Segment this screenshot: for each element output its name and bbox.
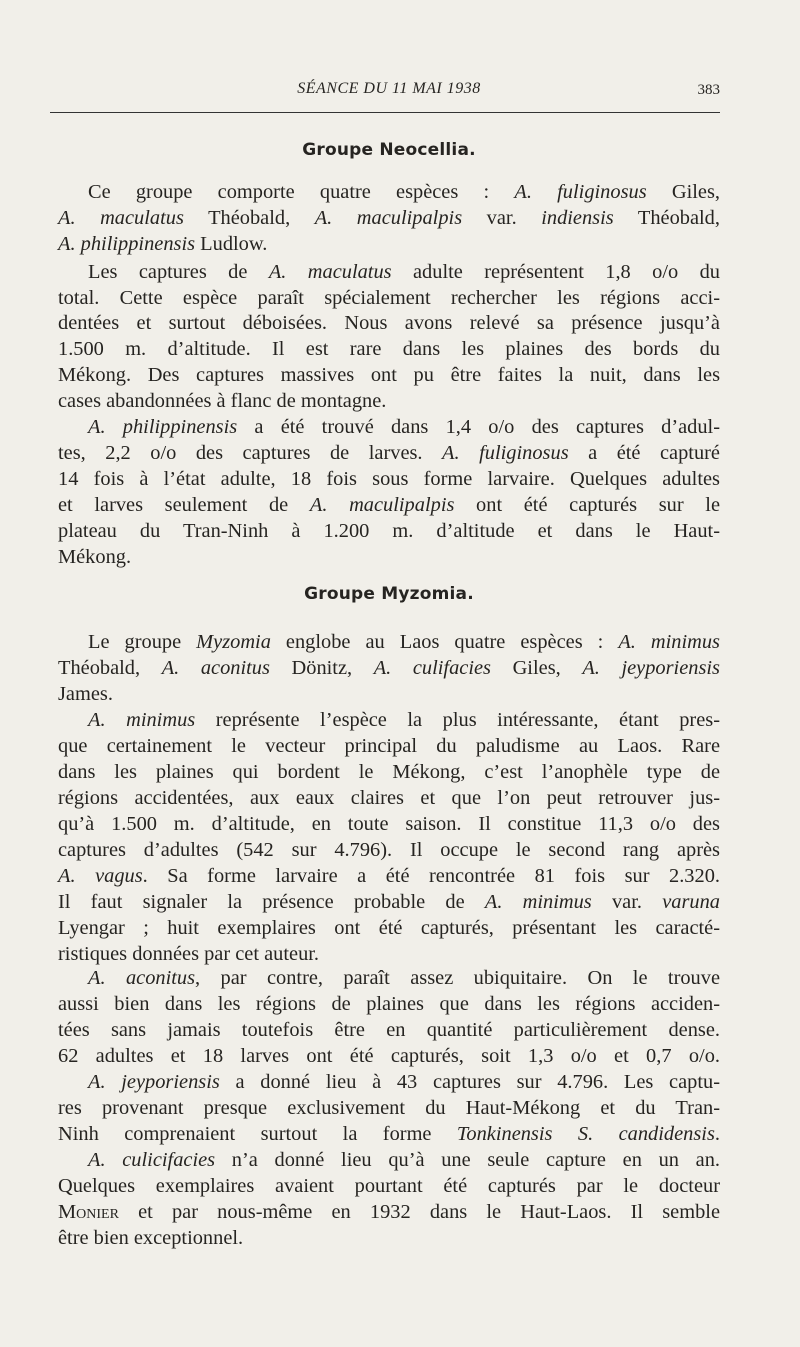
text-line — [58, 1200, 720, 1224]
text-segment: a été trouvé dans 1,4 o/o des captures d’adul- — [237, 416, 721, 438]
text-segment: représente l’espèce la plus intéressante, étant pres- — [195, 709, 720, 731]
italic-text: A. maculatus — [58, 207, 184, 229]
italic-text: A. aconitus — [161, 657, 270, 679]
text-segment: englobe au Laos quatre espèces : — [270, 631, 619, 653]
text-segment: être bien exceptionnel. — [58, 1227, 244, 1249]
text-line — [88, 1148, 720, 1172]
text-segment: adulte représentent 1,8 o/o du — [391, 261, 720, 283]
text-line — [58, 682, 720, 706]
text-segment: Le groupe — [88, 631, 197, 653]
text-line — [58, 1226, 720, 1250]
text-line — [58, 1018, 720, 1042]
italic-text: A. maculipalpis — [314, 207, 463, 229]
text-segment: plateau du Tran-Ninh à 1.200 m. d’altitude et dans le Haut- — [58, 520, 720, 542]
text-segment: Les captures de — [88, 261, 269, 283]
text-segment: var. — [591, 891, 663, 913]
text-segment: et par nous-même en 1932 dans le Haut-Laos. Il semble — [118, 1201, 720, 1223]
text-line — [58, 1044, 720, 1068]
italic-text: A. jeyporiensis — [582, 657, 720, 679]
text-segment: var. — [462, 207, 542, 229]
text-segment: a donné lieu à 43 captures sur 4.796. Les captu- — [219, 1071, 720, 1093]
text-line — [58, 838, 720, 862]
text-segment: Giles, — [491, 657, 583, 679]
text-segment: Quelques exemplaires avaient pourtant été capturés par le docteur — [58, 1175, 720, 1197]
text-line — [58, 812, 720, 836]
italic-text: indiensis — [541, 207, 614, 229]
text-line — [58, 760, 720, 784]
text-line — [58, 363, 720, 387]
italic-text: A. culifacies — [373, 657, 491, 679]
text-line — [58, 389, 720, 413]
header-rule — [50, 112, 720, 113]
text-line — [58, 467, 720, 491]
text-line — [58, 1174, 720, 1198]
text-segment: régions accidentées, aux eaux claires et que l’on peut retrouver jus- — [58, 787, 720, 809]
text-line — [58, 1096, 720, 1120]
text-segment: tes, 2,2 o/o des captures de larves. — [58, 442, 443, 464]
text-line — [88, 966, 720, 990]
text-line — [58, 656, 720, 680]
text-line — [58, 337, 720, 361]
section-heading: Groupe Myzomia. — [304, 584, 474, 604]
text-segment: captures d’adultes (542 sur 4.796). Il occupe le second rang après — [58, 839, 720, 861]
text-segment: Théobald, — [183, 207, 315, 229]
text-line — [58, 311, 720, 335]
text-line — [58, 232, 720, 256]
text-segment: , par contre, paraît assez ubiquitaire. On le trouve — [195, 967, 720, 989]
text-line — [88, 630, 720, 654]
italic-text: varuna — [662, 891, 720, 913]
text-segment: 1.500 m. d’altitude. Il est rare dans les plaines des bords du — [58, 338, 720, 360]
italic-text: A. maculatus — [268, 261, 392, 283]
text-line — [58, 786, 720, 810]
text-line — [58, 916, 720, 940]
text-segment: a été capturé — [568, 442, 720, 464]
text-segment: 62 adultes et 18 larves ont été capturés, soit 1,3 o/o et 0,7 o/o. — [58, 1045, 720, 1067]
running-header — [58, 80, 720, 108]
text-segment: tées sans jamais toutefois être en quantité particulièrement dense. — [58, 1019, 720, 1041]
text-line — [88, 180, 720, 204]
italic-text: A. fuliginosus — [514, 181, 647, 203]
text-line — [58, 206, 720, 230]
text-line — [58, 942, 720, 966]
text-segment: et larves seulement de — [58, 494, 310, 516]
text-segment: Monier — [58, 1201, 119, 1223]
text-segment: Lyengar ; huit exemplaires ont été capturés, présentant les caracté- — [58, 917, 720, 939]
text-segment: Théobald, — [613, 207, 720, 229]
text-line — [58, 992, 720, 1016]
running-title: SÉANCE DU 11 MAI 1938 — [297, 80, 481, 97]
text-line — [58, 286, 720, 310]
text-segment: dans les plaines qui bordent le Mékong, c’est l’anophèle type de — [58, 761, 720, 783]
italic-text: A. jeyporiensis — [88, 1071, 220, 1093]
italic-text: A. aconitus — [88, 967, 196, 989]
text-line — [58, 519, 720, 543]
text-segment: Théobald, — [58, 657, 162, 679]
text-segment: ristiques données par cet auteur. — [58, 943, 320, 965]
section-heading: Groupe Neocellia. — [302, 140, 476, 160]
text-segment: Giles, — [646, 181, 720, 203]
text-segment: . — [714, 1123, 720, 1145]
page-number: 383 — [697, 82, 720, 98]
text-segment: dentées et surtout déboisées. Nous avons relevé sa présence jusqu’à — [58, 312, 720, 334]
text-line — [58, 864, 720, 888]
text-line — [58, 545, 720, 569]
text-line — [58, 441, 720, 465]
text-segment: n’a donné lieu qu’à une seule capture en un an. — [215, 1149, 720, 1171]
text-segment: Il faut signaler la présence probable de — [58, 891, 485, 913]
text-line — [58, 734, 720, 758]
text-line — [58, 890, 720, 914]
italic-text: A. vagus — [58, 865, 143, 887]
text-segment: Ludlow. — [195, 233, 268, 255]
text-line — [88, 260, 720, 284]
text-segment: Ninh comprenaient surtout la forme — [58, 1123, 457, 1145]
text-segment: 14 fois à l’état adulte, 18 fois sous forme larvaire. Quelques adultes — [58, 468, 720, 490]
text-line — [88, 1070, 720, 1094]
text-segment: total. Cette espèce paraît spécialement rechercher les régions acci- — [58, 287, 720, 309]
text-segment: qu’à 1.500 m. d’altitude, en toute saison. Il constitue 11,3 o/o des — [58, 813, 720, 835]
text-segment: cases abandonnées à flanc de montagne. — [58, 390, 387, 412]
text-segment: aussi bien dans les régions de plaines que dans les régions acciden- — [58, 993, 720, 1015]
text-segment: James. — [58, 683, 113, 705]
text-line — [58, 1122, 720, 1146]
text-segment: res provenant presque exclusivement du Haut-Mékong et du Tran- — [58, 1097, 720, 1119]
text-segment: . Sa forme larvaire a été rencontrée 81 fois sur 2.320. — [142, 865, 720, 887]
italic-text: Myzomia — [196, 631, 271, 653]
text-segment: Ce groupe comporte quatre espèces : — [88, 181, 515, 203]
text-segment: Mékong. Des captures massives ont pu être faites la nuit, dans les — [58, 364, 720, 386]
text-segment: Mékong. — [58, 546, 132, 568]
italic-text: A. maculipalpis — [309, 494, 455, 516]
text-segment: que certainement le vecteur principal du paludisme au Laos. Rare — [58, 735, 720, 757]
text-segment: Dönitz, — [269, 657, 374, 679]
italic-text: A. minimus — [88, 709, 196, 731]
italic-text: Tonkinensis S. candidensis — [456, 1123, 715, 1145]
italic-text: A. fuliginosus — [442, 442, 569, 464]
italic-text: A. minimus — [484, 891, 592, 913]
text-line — [88, 415, 720, 439]
text-line — [88, 708, 720, 732]
text-segment: ont été capturés sur le — [454, 494, 720, 516]
italic-text: A. minimus — [618, 631, 720, 653]
text-line — [58, 493, 720, 517]
italic-text: A. philippinensis — [58, 233, 196, 255]
italic-text: A. philippinensis — [88, 416, 238, 438]
italic-text: A. culicifacies — [88, 1149, 216, 1171]
